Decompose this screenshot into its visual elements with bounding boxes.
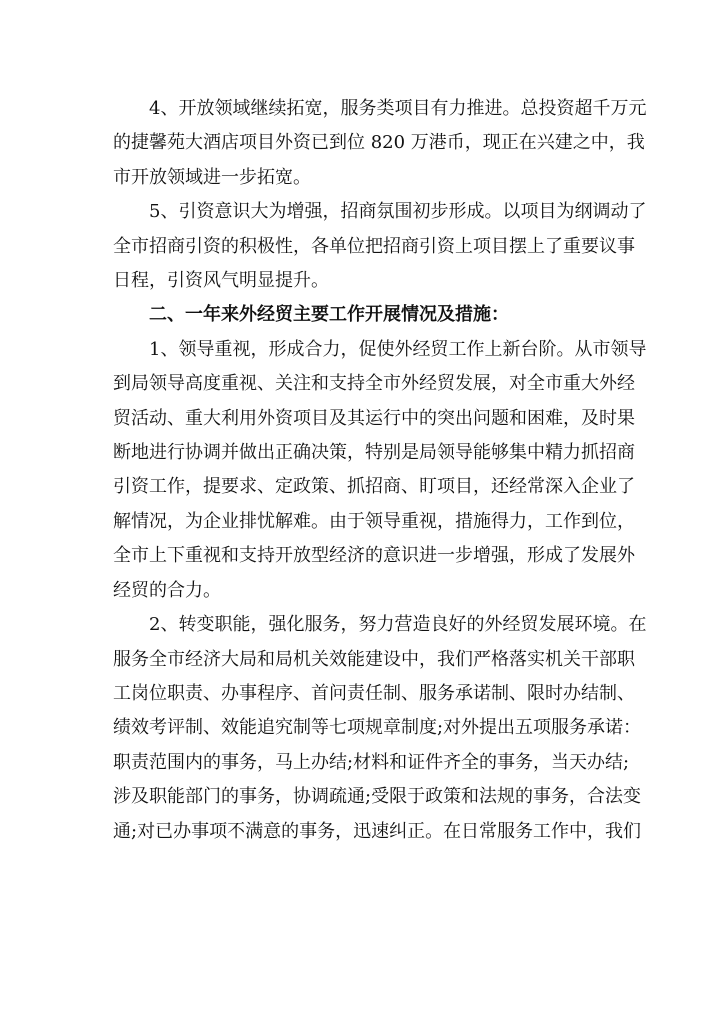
paragraph-service [113,608,647,849]
text-line: 引资工作，提要求、定政策、抓招商、盯项目，还经常深入企业了 [113,476,635,498]
text-line: 绩效考评制、效能追究制等七项规章制度;对外提出五项服务承诺： [113,717,642,739]
text-line: 5、引资意识大为增强，招商氛围初步形成。以项目为纲调动了 [149,201,647,223]
text-line: 涉及职能部门的事务，协调疏通;受限于政策和法规的事务，合法变 [113,786,642,808]
text-line: 全市招商引资的积极性，各单位把招商引资上项目摆上了重要议事 [113,235,635,257]
section-heading: 二、一年来外经贸主要工作开展情况及措施： [149,304,509,326]
text-line: 贸活动、重大利用外资项目及其运行中的突出问题和困难，及时果 [113,407,635,429]
paragraph-investment-awareness [113,195,647,298]
text-line: 1、领导重视，形成合力，促使外经贸工作上新台阶。从市领导 [149,338,647,360]
text-line: 服务全市经济大局和局机关效能建设中，我们严格落实机关干部职 [113,648,635,670]
text-line: 日程，引资风气明显提升。 [113,270,329,292]
text-line: 到局领导高度重视、关注和支持全市外经贸发展，对全市重大外经 [113,373,635,395]
paragraph-leadership [113,333,647,608]
text-line: 全市上下重视和支持开放型经济的意识进一步增强，形成了发展外 [113,545,635,567]
text-line: 4、开放领域继续拓宽，服务类项目有力推进。总投资超千万元 [149,98,647,119]
text-line: 经贸的合力。 [113,579,221,601]
document-page [113,92,647,849]
text-line: 的捷馨苑大酒店项目外资已到位 820 万港币，现正在兴建之中，我 [113,132,645,154]
text-line: 断地进行协调并做出正确决策，特别是局领导能够集中精力抓招商 [113,442,635,464]
text-line: 职责范围内的事务，马上办结;材料和证件齐全的事务，当天办结; [113,751,630,773]
text-line: 市开放领域进一步拓宽。 [113,166,311,188]
text-line: 2、转变职能，强化服务，努力营造良好的外经贸发展环境。在 [149,614,647,636]
text-line: 通;对已办事项不满意的事务，迅速纠正。在日常服务工作中，我们 [113,820,642,842]
text-line: 解情况，为企业排忧解难。由于领导重视，措施得力，工作到位， [113,510,635,532]
paragraph-open-fields [113,92,647,195]
text-line: 工岗位职责、办事程序、首问责任制、服务承诺制、限时办结制、 [113,682,635,704]
